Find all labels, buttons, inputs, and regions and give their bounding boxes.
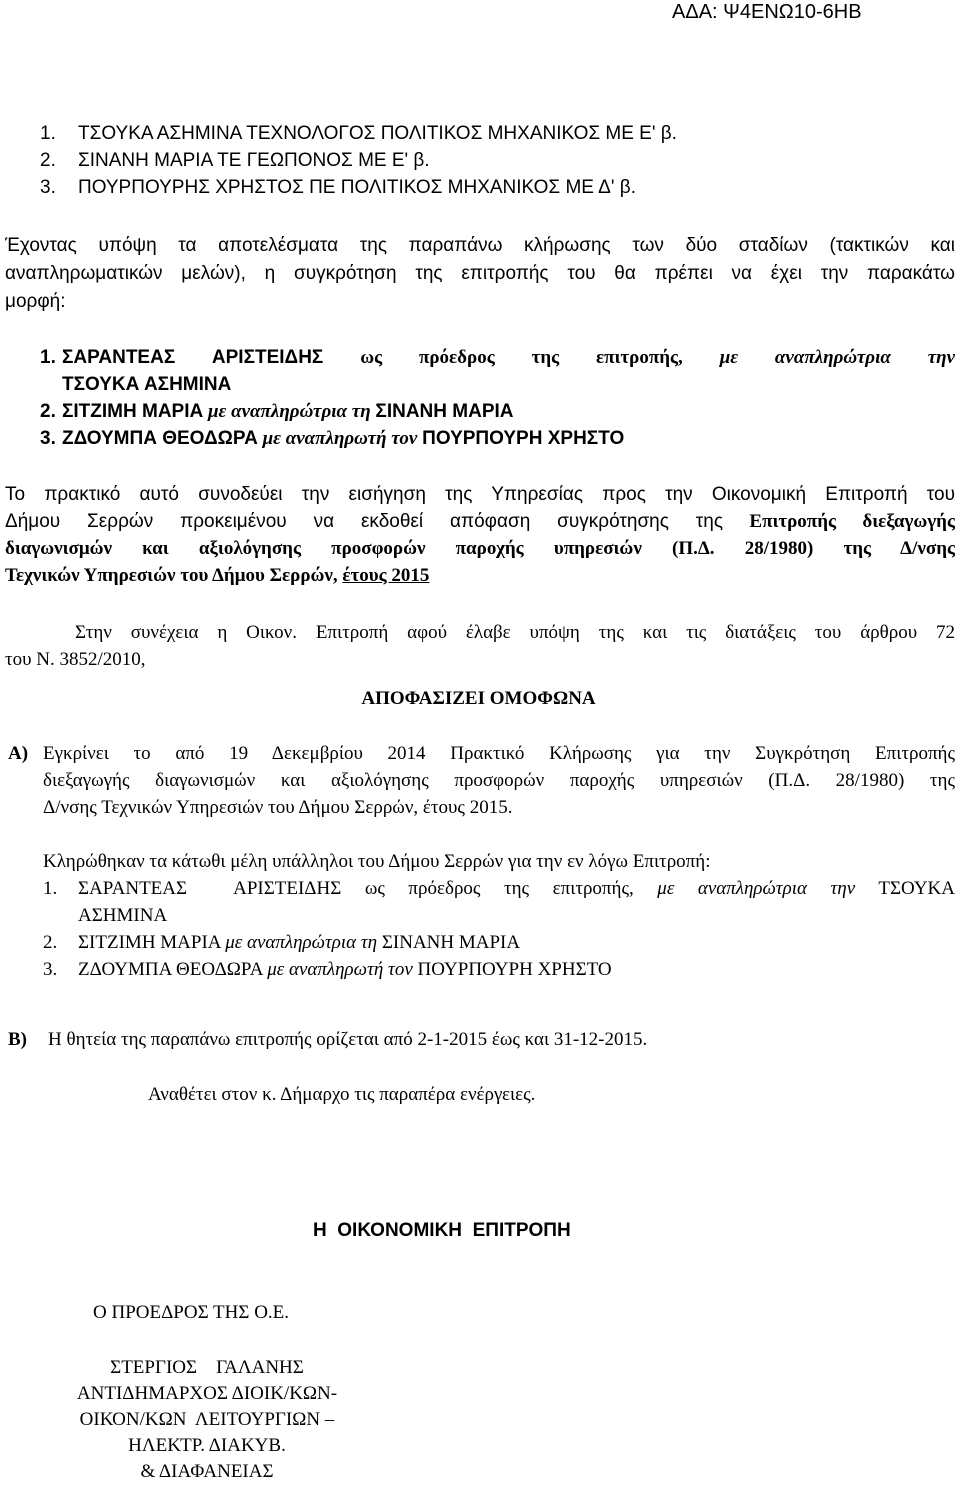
paragraph-line: διεξαγωγής διαγωνισμών και αξιολόγησης προσφορών παροχής υπηρεσιών (Π.Δ. 28/1980) της <box>43 770 955 791</box>
list-item <box>43 875 955 929</box>
alternate-name: ΑΣΗΜΙΝΑ <box>78 905 168 926</box>
alternate-label: με αναπληρώτρια τη <box>207 401 371 422</box>
list-item-text: ΣΙΝΑΝΗ ΜΑΡΙΑ ΤΕ ΓΕΩΠΟΝΟΣ ΜΕ Ε' β. <box>78 150 430 171</box>
paragraph-text: Δήμου Σερρών προκειμένου να εκδοθεί απόφαση συγκρότησης της <box>5 511 724 532</box>
list-item <box>40 344 955 398</box>
list-item-text: ΤΣΟΥΚΑ ΑΣΗΜΙΝΑ ΤΕΧΝΟΛΟΓΟΣ ΠΟΛΙΤΙΚΟΣ ΜΗΧΑΝΙΚΟΣ ΜΕ Ε' β. <box>78 123 677 144</box>
alternate-name: ΣΙΝΑΝΗ ΜΑΡΙΑ <box>375 401 514 422</box>
alternate-name: ΠΟΥΡΠΟΥΡΗ ΧΡΗΣΤΟ <box>422 428 625 449</box>
list-item <box>40 147 938 174</box>
list-item <box>40 174 938 201</box>
list-item-body <box>62 425 955 452</box>
alternate-name: ΣΙΝΑΝΗ ΜΑΡΙΑ <box>381 932 521 953</box>
members-intro: Κληρώθηκαν τα κάτωθι μέλη υπάλληλοι του Δήμου Σερρών για την εν λόγω Επιτροπή: <box>43 851 711 872</box>
list-item-body <box>78 956 955 983</box>
member-role: ως πρόεδρος της επιτροπής, <box>360 347 683 368</box>
list-item <box>43 929 955 956</box>
list-item-body <box>62 398 955 425</box>
section-b-label: Β) <box>8 1029 27 1050</box>
alternate-name: ΤΣΟΥΚΑ ΑΣΗΜΙΝΑ <box>62 374 232 395</box>
committee-name-bold: Επιτροπής διεξαγωγής <box>749 511 955 532</box>
list-item-line <box>78 875 955 902</box>
intro-paragraph <box>5 232 955 316</box>
list-item-number: 3. <box>40 428 56 449</box>
member-name: ΖΔΟΥΜΠΑ ΘΕΟΔΩΡΑ <box>62 428 258 449</box>
list-item-body <box>78 875 955 929</box>
member-name: ΣΙΤΖΙΜΗ ΜΑΡΙΑ <box>62 401 204 422</box>
list-item <box>43 956 955 983</box>
signatory-position-line: & ΔΙΑΦΑΝΕΙΑΣ <box>140 1461 274 1482</box>
document-ada-code: ΑΔΑ: Ψ4ΕΝΩ10-6ΗΒ <box>672 1 862 23</box>
committee-name-bold: Τεχνικών Υπηρεσιών του Δήμου Σερρών, <box>5 565 338 586</box>
signatory-position-line: ΑΝΤΙΔΗΜΑΡΧΟΣ ΔΙΟΙΚ/ΚΩΝ- <box>76 1383 338 1404</box>
report-paragraph <box>5 481 955 589</box>
list-item-number: 2. <box>40 401 56 422</box>
section-b-text: Η θητεία της παραπάνω επιτροπής ορίζεται από 2-1-2015 έως και 31-12-2015. <box>48 1029 648 1050</box>
member-name: ΣΑΡΑΝΤΕΑΣ ΑΡΙΣΤΕΙΔΗΣ <box>78 878 342 899</box>
list-item <box>40 120 938 147</box>
alternate-label: με αναπληρωτή τον <box>267 959 413 980</box>
alternate-label: με αναπληρώτρια την <box>719 347 955 368</box>
committee-title: Η ΟΙΚΟΝΟΜΙΚΗ ΕΠΙΤΡΟΠΗ <box>313 1220 571 1241</box>
list-item-body <box>62 344 955 398</box>
assignment-text: Αναθέτει στον κ. Δήμαρχο τις παραπέρα ενέργειες. <box>148 1084 536 1105</box>
signatory-title: Ο ΠΡΟΕΔΡΟΣ ΤΗΣ Ο.Ε. <box>93 1302 290 1323</box>
list-item-body <box>78 929 955 956</box>
list-item-line <box>62 371 955 398</box>
signatory-position-line: ΟΙΚΟΝ/ΚΩΝ ΛΕΙΤΟΥΡΓΙΩΝ – <box>79 1409 335 1430</box>
drawn-members-list <box>40 120 938 201</box>
list-item-line <box>78 902 955 929</box>
paragraph-line: Έχοντας υπόψη τα αποτελέσματα της παραπάνω κλήρωσης των δύο σταδίων (τακτικών και <box>5 235 955 256</box>
alternate-label: με αναπληρώτρια τη <box>225 932 378 953</box>
alternate-name: ΠΟΥΡΠΟΥΡΗ ΧΡΗΣΤΟ <box>417 959 612 980</box>
paragraph-line <box>5 508 955 535</box>
paragraph-line: Το πρακτικό αυτό συνοδεύει την εισήγηση της Υπηρεσίας προς την Οικονομική Επιτροπή του <box>5 484 955 505</box>
paragraph-line: μορφή: <box>5 291 66 312</box>
list-item-line <box>62 344 955 371</box>
list-item-number: 1. <box>40 347 56 368</box>
list-item <box>40 425 955 452</box>
list-item <box>40 398 955 425</box>
alternate-label: με αναπληρωτή τον <box>262 428 418 449</box>
alternate-label: με αναπληρώτρια την <box>657 878 856 899</box>
signatory-position-line: ΗΛΕΚΤΡ. ΔΙΑΚΥΒ. <box>128 1435 286 1456</box>
member-name: ΖΔΟΥΜΠΑ ΘΕΟΔΩΡΑ <box>78 959 263 980</box>
paragraph-line: διαγωνισμών και αξιολόγησης προσφορών παροχής υπηρεσιών (Π.Δ. 28/1980) της Δ/νσης <box>5 538 955 559</box>
signatory-block <box>0 1355 414 1485</box>
paragraph-line: Εγκρίνει το από 19 Δεκεμβρίου 2014 Πρακτικό Κλήρωσης για την Συγκρότηση Επιτροπής <box>43 743 955 764</box>
committee-composition-list <box>40 344 955 452</box>
paragraph-line: αναπληρωματικών μελών), η συγκρότηση της επιτροπής του θα πρέπει να έχει την παρακάτω <box>5 263 955 284</box>
paragraph-line: του Ν. 3852/2010, <box>5 649 146 670</box>
paragraph-line: Δ/νσης Τεχνικών Υπηρεσιών του Δήμου Σερρών, έτους 2015. <box>43 797 513 818</box>
list-item-number: 2. <box>40 150 56 171</box>
list-item-number: 1. <box>40 123 56 144</box>
list-item-number: 3. <box>40 177 56 198</box>
alternate-name: ΤΣΟΥΚΑ <box>878 878 955 899</box>
member-role: ως πρόεδρος της επιτροπής, <box>364 878 634 899</box>
list-item-number: 2. <box>43 932 58 953</box>
section-a-label: Α) <box>8 743 29 764</box>
year-underlined: έτους 2015 <box>342 565 430 586</box>
decision-heading: ΑΠΟΦΑΣΙΖΕΙ ΟΜΟΦΩΝΑ <box>361 688 596 709</box>
paragraph-line <box>5 562 955 589</box>
list-item-number: 3. <box>43 959 58 980</box>
list-item-number: 1. <box>43 878 58 899</box>
section-a-text <box>43 740 955 821</box>
paragraph-line: Στην συνέχεια η Οικον. Επιτροπή αφού έλαβε υπόψη της και τις διατάξεις του άρθρου 72 <box>75 622 955 643</box>
member-name: ΣΑΡΑΝΤΕΑΣ ΑΡΙΣΤΕΙΔΗΣ <box>62 347 324 368</box>
signatory-name: ΣΤΕΡΓΙΟΣ ΓΑΛΑΝΗΣ <box>110 1357 304 1378</box>
drawn-committee-list <box>43 875 955 983</box>
list-item-text: ΠΟΥΡΠΟΥΡΗΣ ΧΡΗΣΤΟΣ ΠΕ ΠΟΛΙΤΙΚΟΣ ΜΗΧΑΝΙΚΟΣ ΜΕ Δ' β. <box>78 177 636 198</box>
continuation-paragraph <box>5 619 955 673</box>
member-name: ΣΙΤΖΙΜΗ ΜΑΡΙΑ <box>78 932 221 953</box>
